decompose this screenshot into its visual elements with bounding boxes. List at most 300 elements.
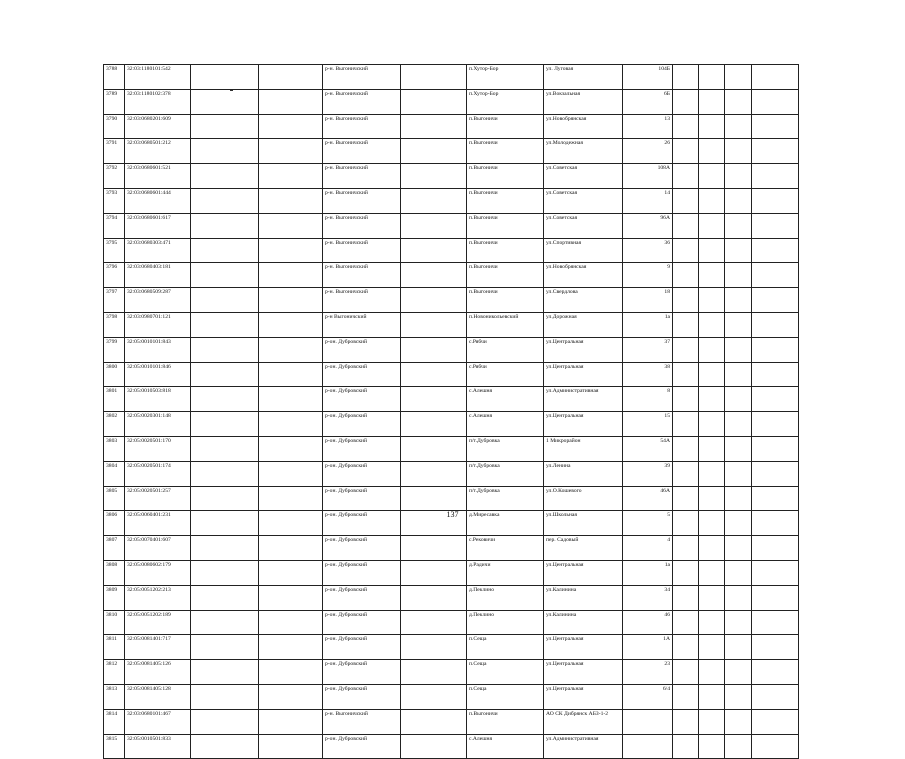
empty-cell xyxy=(699,560,725,585)
empty-cell xyxy=(699,684,725,709)
empty-cell xyxy=(191,114,259,139)
empty-cell xyxy=(725,635,752,660)
empty-cell xyxy=(259,114,323,139)
empty-cell xyxy=(401,635,467,660)
locality-cell: п.Сеща xyxy=(467,684,544,709)
district-cell: р-н. Выгоничский xyxy=(323,288,401,313)
empty-cell xyxy=(259,610,323,635)
district-cell: р-он. Дубровский xyxy=(323,536,401,561)
district-cell: р-он. Дубровский xyxy=(323,362,401,387)
district-cell: р-н. Выгоничский xyxy=(323,238,401,263)
street-cell: ул.Новобрянская xyxy=(544,114,623,139)
district-cell: р-он. Дубровский xyxy=(323,461,401,486)
empty-cell xyxy=(191,238,259,263)
empty-cell xyxy=(673,89,699,114)
street-cell: ул.Советская xyxy=(544,164,623,189)
locality-cell: с.Алешня xyxy=(467,412,544,437)
empty-cell xyxy=(259,164,323,189)
cadastral-number-cell: 32:03:0680601:444 xyxy=(125,188,191,213)
empty-cell xyxy=(191,436,259,461)
empty-cell xyxy=(401,684,467,709)
cadastral-number-cell: 32:03:0680601:617 xyxy=(125,213,191,238)
empty-cell xyxy=(401,164,467,189)
house-number-cell: 8 xyxy=(623,387,673,412)
empty-cell xyxy=(699,412,725,437)
table-row xyxy=(104,188,799,213)
empty-cell xyxy=(725,734,752,759)
empty-cell xyxy=(673,709,699,734)
house-number-cell: 1а xyxy=(623,312,673,337)
table-row xyxy=(104,337,799,362)
locality-cell: п.Выгоничи xyxy=(467,709,544,734)
table-row xyxy=(104,89,799,114)
empty-cell xyxy=(673,362,699,387)
empty-cell xyxy=(191,660,259,685)
empty-cell xyxy=(725,164,752,189)
street-cell: ул.Центральная xyxy=(544,660,623,685)
row-number-cell: 3796 xyxy=(104,263,125,288)
empty-cell xyxy=(752,387,799,412)
house-number-cell: 15 xyxy=(623,412,673,437)
empty-cell xyxy=(259,412,323,437)
house-number-cell: 13 xyxy=(623,114,673,139)
locality-cell: п/т.Дубровка xyxy=(467,486,544,511)
empty-cell xyxy=(259,312,323,337)
empty-cell xyxy=(259,486,323,511)
locality-cell: п.Выгоничи xyxy=(467,164,544,189)
empty-cell xyxy=(752,188,799,213)
registry-table xyxy=(103,64,799,759)
empty-cell xyxy=(401,585,467,610)
table-row xyxy=(104,585,799,610)
locality-cell: д.Миресавка xyxy=(467,511,544,536)
empty-cell xyxy=(725,139,752,164)
empty-cell xyxy=(699,536,725,561)
cadastral-number-cell: 32:05:0020501:170 xyxy=(125,436,191,461)
row-number-cell: 3812 xyxy=(104,660,125,685)
street-cell: ул.О.Кошевого xyxy=(544,486,623,511)
table-row xyxy=(104,139,799,164)
street-cell: ул.Центральная xyxy=(544,635,623,660)
empty-cell xyxy=(259,734,323,759)
empty-cell xyxy=(699,734,725,759)
street-cell: АО СК Дибрянск АБЗ-1-2 xyxy=(544,709,623,734)
empty-cell xyxy=(725,213,752,238)
empty-cell xyxy=(752,560,799,585)
cadastral-number-cell: 32:05:0010501:833 xyxy=(125,734,191,759)
table-row xyxy=(104,684,799,709)
locality-cell: д.Пеклино xyxy=(467,610,544,635)
street-cell: ул.Центральная xyxy=(544,684,623,709)
empty-cell xyxy=(725,684,752,709)
empty-cell xyxy=(401,660,467,685)
cadastral-number-cell: 32:03:1180102:378 xyxy=(125,89,191,114)
row-number-cell: 3807 xyxy=(104,536,125,561)
row-number-cell: 3804 xyxy=(104,461,125,486)
row-number-cell: 3802 xyxy=(104,412,125,437)
row-number-cell: 3789 xyxy=(104,89,125,114)
cadastral-number-cell: 32:05:0051202:213 xyxy=(125,585,191,610)
empty-cell xyxy=(752,89,799,114)
empty-cell xyxy=(725,536,752,561)
empty-cell xyxy=(752,660,799,685)
empty-cell xyxy=(259,436,323,461)
empty-cell xyxy=(259,337,323,362)
page-number: 137 xyxy=(446,510,459,519)
empty-cell xyxy=(191,560,259,585)
empty-cell xyxy=(673,461,699,486)
empty-cell xyxy=(401,486,467,511)
table-row xyxy=(104,560,799,585)
house-number-cell: 46 xyxy=(623,610,673,635)
locality-cell: п.Сеща xyxy=(467,635,544,660)
empty-cell xyxy=(259,139,323,164)
street-cell: ул.Вокзальная xyxy=(544,89,623,114)
street-cell: ул.Молодежная xyxy=(544,139,623,164)
table-row xyxy=(104,412,799,437)
row-number-cell: 3811 xyxy=(104,635,125,660)
empty-cell xyxy=(401,114,467,139)
empty-cell xyxy=(191,461,259,486)
empty-cell xyxy=(752,610,799,635)
empty-cell xyxy=(725,461,752,486)
row-number-cell: 3788 xyxy=(104,65,125,90)
district-cell: р-он. Дубровский xyxy=(323,511,401,536)
empty-cell xyxy=(259,213,323,238)
cadastral-number-cell: 32:05:0081401:717 xyxy=(125,635,191,660)
empty-cell xyxy=(752,585,799,610)
cadastral-number-cell: 32:05:0020301:148 xyxy=(125,412,191,437)
house-number-cell: 18 xyxy=(623,288,673,313)
empty-cell xyxy=(259,560,323,585)
empty-cell xyxy=(401,362,467,387)
empty-cell xyxy=(725,362,752,387)
cadastral-number-cell: 32:05:0010101:846 xyxy=(125,362,191,387)
empty-cell xyxy=(752,164,799,189)
table-row xyxy=(104,660,799,685)
district-cell: р-он. Дубровский xyxy=(323,337,401,362)
house-number-cell: 39 xyxy=(623,461,673,486)
empty-cell xyxy=(401,387,467,412)
locality-cell: с.Рековичи xyxy=(467,536,544,561)
empty-cell xyxy=(673,684,699,709)
cadastral-number-cell: 32:03:0680201:609 xyxy=(125,114,191,139)
street-cell: ул.Ленина xyxy=(544,461,623,486)
street-cell: ул.Калинина xyxy=(544,585,623,610)
empty-cell xyxy=(191,288,259,313)
empty-cell xyxy=(259,635,323,660)
street-cell: пер. Садовый xyxy=(544,536,623,561)
empty-cell xyxy=(699,436,725,461)
locality-cell: с.Алешня xyxy=(467,387,544,412)
cadastral-number-cell: 32:05:0010101:843 xyxy=(125,337,191,362)
house-number-cell: 14 xyxy=(623,188,673,213)
locality-cell: п.Выгоничи xyxy=(467,238,544,263)
empty-cell xyxy=(259,188,323,213)
empty-cell xyxy=(725,263,752,288)
empty-cell xyxy=(673,188,699,213)
empty-cell xyxy=(191,387,259,412)
table-row xyxy=(104,312,799,337)
street-cell: ул.Советская xyxy=(544,188,623,213)
empty-cell xyxy=(699,312,725,337)
empty-cell xyxy=(725,89,752,114)
row-number-cell: 3806 xyxy=(104,511,125,536)
street-cell: ул.Административная xyxy=(544,734,623,759)
empty-cell xyxy=(752,684,799,709)
empty-cell xyxy=(699,461,725,486)
empty-cell xyxy=(191,312,259,337)
row-number-cell: 3809 xyxy=(104,585,125,610)
table-row xyxy=(104,436,799,461)
empty-cell xyxy=(699,585,725,610)
table-row xyxy=(104,635,799,660)
empty-cell xyxy=(752,312,799,337)
empty-cell xyxy=(673,486,699,511)
empty-cell xyxy=(673,635,699,660)
cadastral-number-cell: 32:03:1180101:542 xyxy=(125,65,191,90)
empty-cell xyxy=(401,461,467,486)
cadastral-number-cell: 32:03:0680601:521 xyxy=(125,164,191,189)
street-cell: ул.Школьная xyxy=(544,511,623,536)
empty-cell xyxy=(191,734,259,759)
district-cell: р-н. Выгоничский xyxy=(323,709,401,734)
locality-cell: п.Хутор-Бор xyxy=(467,89,544,114)
empty-cell xyxy=(699,610,725,635)
empty-cell xyxy=(752,288,799,313)
locality-cell: п.Хутор-Бор xyxy=(467,65,544,90)
house-number-cell: 6Б xyxy=(623,89,673,114)
empty-cell xyxy=(725,660,752,685)
table-row xyxy=(104,461,799,486)
house-number-cell: 26 xyxy=(623,139,673,164)
cadastral-number-cell: 32:03:0680403:181 xyxy=(125,263,191,288)
row-number-cell: 3798 xyxy=(104,312,125,337)
empty-cell xyxy=(725,709,752,734)
empty-cell xyxy=(752,238,799,263)
empty-cell xyxy=(699,486,725,511)
cadastral-number-cell: 32:03:0680303:471 xyxy=(125,238,191,263)
locality-cell: п.Выгоничи xyxy=(467,288,544,313)
empty-cell xyxy=(673,610,699,635)
cadastral-number-cell: 32:05:0020501:174 xyxy=(125,461,191,486)
empty-cell xyxy=(259,684,323,709)
cadastral-number-cell: 32:03:0980701:121 xyxy=(125,312,191,337)
empty-cell xyxy=(725,312,752,337)
stray-pen-mark xyxy=(230,90,233,91)
empty-cell xyxy=(752,436,799,461)
district-cell: р-н. Выгоничский xyxy=(323,89,401,114)
table-row xyxy=(104,387,799,412)
empty-cell xyxy=(401,412,467,437)
locality-cell: п.Выгоничи xyxy=(467,188,544,213)
empty-cell xyxy=(673,114,699,139)
empty-cell xyxy=(673,238,699,263)
house-number-cell: 38 xyxy=(623,362,673,387)
table-row xyxy=(104,734,799,759)
empty-cell xyxy=(725,412,752,437)
empty-cell xyxy=(752,486,799,511)
locality-cell: п.Новоникольевский xyxy=(467,312,544,337)
row-number-cell: 3795 xyxy=(104,238,125,263)
empty-cell xyxy=(673,387,699,412)
cadastral-number-cell: 32:05:0060401:231 xyxy=(125,511,191,536)
table-row xyxy=(104,65,799,90)
empty-cell xyxy=(191,263,259,288)
district-cell: р-он. Дубровский xyxy=(323,387,401,412)
empty-cell xyxy=(673,288,699,313)
registry-body xyxy=(104,65,799,759)
empty-cell xyxy=(191,89,259,114)
locality-cell: п.Выгоничи xyxy=(467,263,544,288)
empty-cell xyxy=(673,412,699,437)
house-number-cell: 1А xyxy=(623,635,673,660)
empty-cell xyxy=(191,684,259,709)
locality-cell: п.Сеща xyxy=(467,660,544,685)
cadastral-number-cell: 32:05:0080602:179 xyxy=(125,560,191,585)
house-number-cell: 34 xyxy=(623,585,673,610)
house-number-cell: 4 xyxy=(623,536,673,561)
empty-cell xyxy=(673,164,699,189)
empty-cell xyxy=(401,139,467,164)
street-cell: ул.Центральная xyxy=(544,362,623,387)
empty-cell xyxy=(725,486,752,511)
house-number-cell: 1а xyxy=(623,560,673,585)
empty-cell xyxy=(259,65,323,90)
empty-cell xyxy=(725,610,752,635)
row-number-cell: 3815 xyxy=(104,734,125,759)
empty-cell xyxy=(673,436,699,461)
empty-cell xyxy=(699,188,725,213)
table-row xyxy=(104,164,799,189)
house-number-cell: 54А xyxy=(623,436,673,461)
empty-cell xyxy=(725,560,752,585)
empty-cell xyxy=(401,734,467,759)
empty-cell xyxy=(259,660,323,685)
house-number-cell: 108А xyxy=(623,164,673,189)
table-row xyxy=(104,709,799,734)
empty-cell xyxy=(191,536,259,561)
district-cell: р-н. Выгоничский xyxy=(323,213,401,238)
empty-cell xyxy=(673,585,699,610)
empty-cell xyxy=(191,188,259,213)
locality-cell: д.Пеклино xyxy=(467,585,544,610)
row-number-cell: 3792 xyxy=(104,164,125,189)
cadastral-number-cell: 32:03:0680501:212 xyxy=(125,139,191,164)
empty-cell xyxy=(259,536,323,561)
street-cell: ул.Центральная xyxy=(544,337,623,362)
empty-cell xyxy=(752,213,799,238)
empty-cell xyxy=(752,337,799,362)
empty-cell xyxy=(699,65,725,90)
empty-cell xyxy=(673,65,699,90)
row-number-cell: 3790 xyxy=(104,114,125,139)
empty-cell xyxy=(752,65,799,90)
empty-cell xyxy=(259,238,323,263)
empty-cell xyxy=(725,288,752,313)
house-number-cell: 23 xyxy=(623,660,673,685)
cadastral-number-cell: 32:05:0020501:257 xyxy=(125,486,191,511)
street-cell: 1 Микрорайон xyxy=(544,436,623,461)
row-number-cell: 3791 xyxy=(104,139,125,164)
empty-cell xyxy=(191,486,259,511)
empty-cell xyxy=(699,164,725,189)
row-number-cell: 3803 xyxy=(104,436,125,461)
table-row xyxy=(104,536,799,561)
district-cell: р-он. Дубровский xyxy=(323,734,401,759)
locality-cell: п/т.Дубровка xyxy=(467,436,544,461)
empty-cell xyxy=(259,288,323,313)
empty-cell xyxy=(259,362,323,387)
empty-cell xyxy=(752,635,799,660)
cadastral-number-cell: 32:03:0680101:467 xyxy=(125,709,191,734)
table-row xyxy=(104,610,799,635)
empty-cell xyxy=(699,635,725,660)
empty-cell xyxy=(725,585,752,610)
district-cell: р-н. Выгоничский xyxy=(323,114,401,139)
house-number-cell: 37 xyxy=(623,337,673,362)
empty-cell xyxy=(191,610,259,635)
row-number-cell: 3801 xyxy=(104,387,125,412)
empty-cell xyxy=(259,263,323,288)
empty-cell xyxy=(699,213,725,238)
empty-cell xyxy=(191,139,259,164)
district-cell: р-он. Дубровский xyxy=(323,486,401,511)
empty-cell xyxy=(401,238,467,263)
empty-cell xyxy=(191,585,259,610)
table-row xyxy=(104,362,799,387)
district-cell: р-н. Выгоничский xyxy=(323,139,401,164)
cadastral-number-cell: 32:03:0680509:287 xyxy=(125,288,191,313)
empty-cell xyxy=(752,709,799,734)
empty-cell xyxy=(401,536,467,561)
district-cell: р-он. Дубровский xyxy=(323,436,401,461)
street-cell: ул.Центральная xyxy=(544,412,623,437)
empty-cell xyxy=(725,436,752,461)
empty-cell xyxy=(699,709,725,734)
district-cell: р-он. Дубровский xyxy=(323,684,401,709)
cadastral-number-cell: 32:05:0010503:818 xyxy=(125,387,191,412)
empty-cell xyxy=(259,709,323,734)
table-row xyxy=(104,486,799,511)
empty-cell xyxy=(191,337,259,362)
table-row xyxy=(104,263,799,288)
row-number-cell: 3797 xyxy=(104,288,125,313)
empty-cell xyxy=(699,139,725,164)
empty-cell xyxy=(259,461,323,486)
empty-cell xyxy=(401,436,467,461)
row-number-cell: 3800 xyxy=(104,362,125,387)
empty-cell xyxy=(752,734,799,759)
empty-cell xyxy=(673,312,699,337)
empty-cell xyxy=(699,362,725,387)
empty-cell xyxy=(752,263,799,288)
empty-cell xyxy=(699,263,725,288)
row-number-cell: 3810 xyxy=(104,610,125,635)
empty-cell xyxy=(673,536,699,561)
house-number-cell: 96А xyxy=(623,213,673,238)
locality-cell: с.Алешня xyxy=(467,734,544,759)
table-row xyxy=(104,288,799,313)
empty-cell xyxy=(673,263,699,288)
street-cell: ул.Калинина xyxy=(544,610,623,635)
house-number-cell: 104Б xyxy=(623,65,673,90)
empty-cell xyxy=(401,337,467,362)
empty-cell xyxy=(699,337,725,362)
house-number-cell: 5 xyxy=(623,511,673,536)
locality-cell: п.Выгоничи xyxy=(467,114,544,139)
row-number-cell: 3805 xyxy=(104,486,125,511)
